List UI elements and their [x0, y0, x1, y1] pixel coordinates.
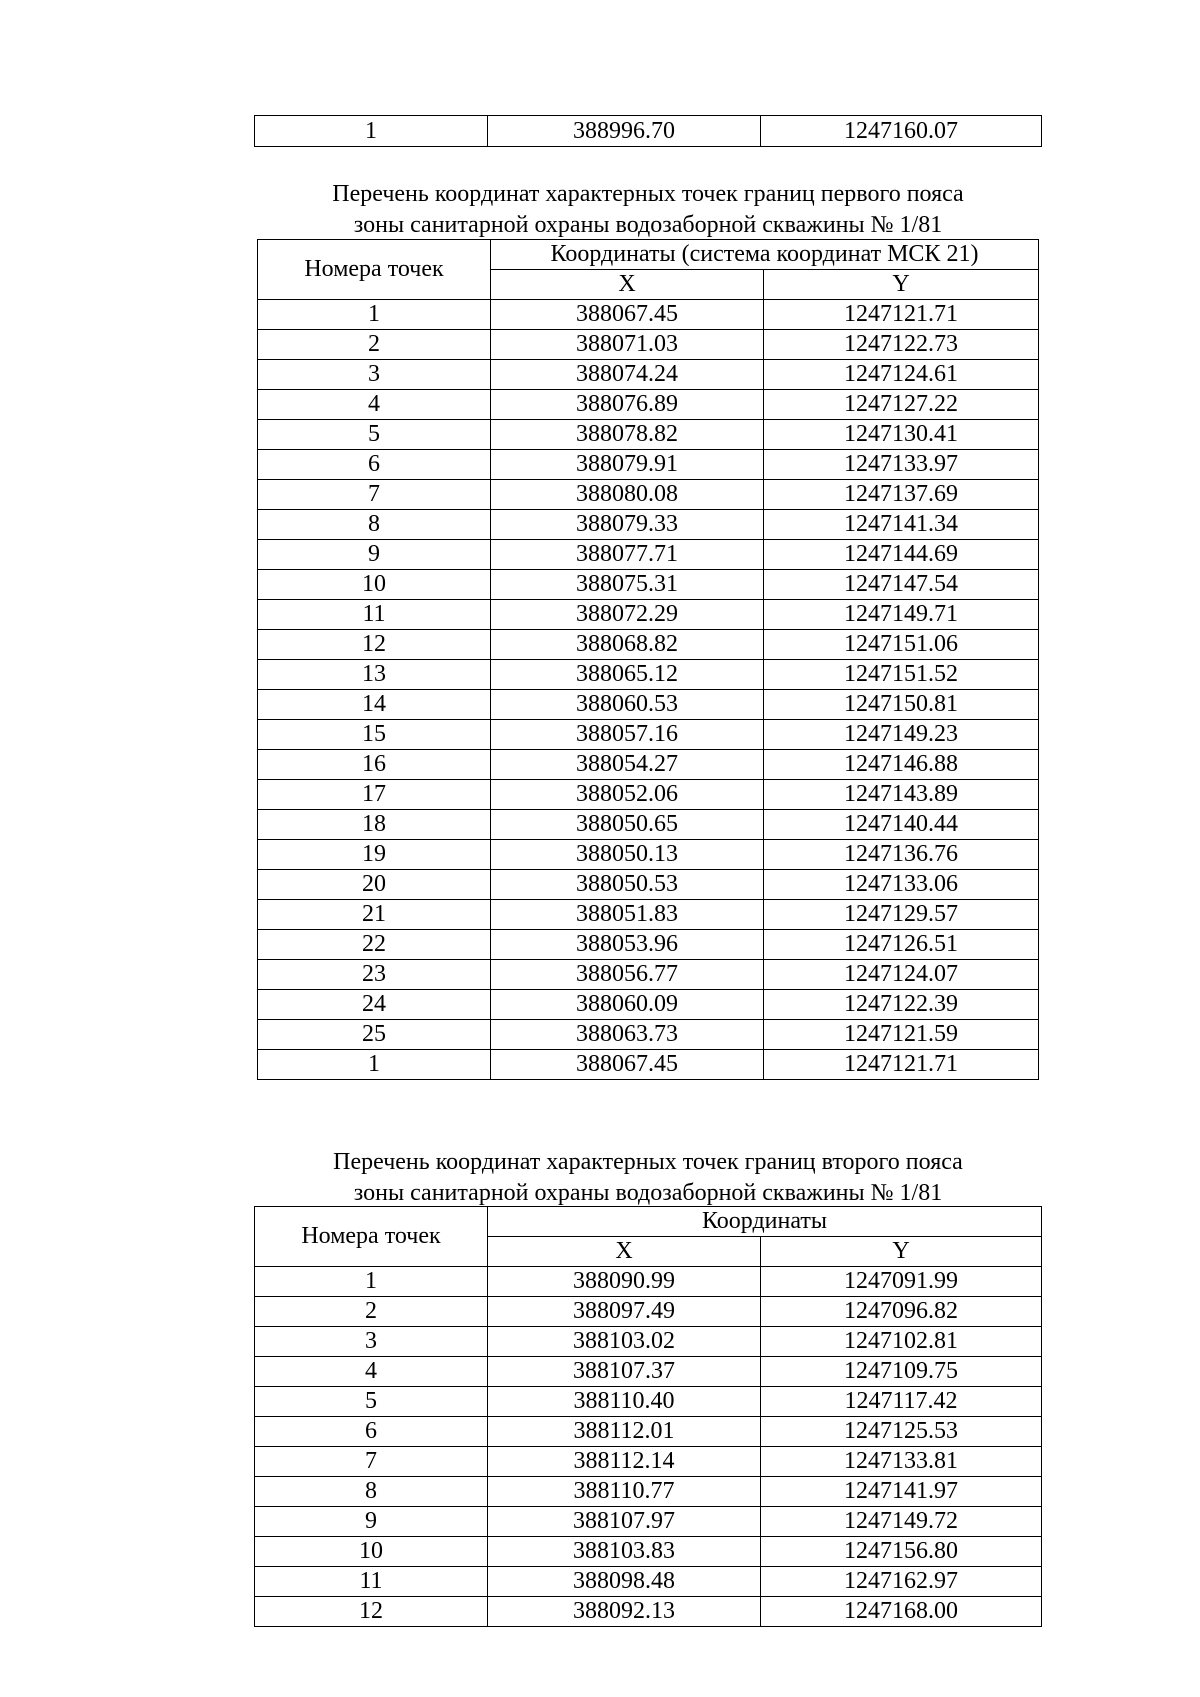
table-row	[258, 750, 1039, 780]
y-coordinate-cell: 1247141.97	[761, 1477, 1042, 1507]
table-row	[258, 690, 1039, 720]
table-row	[258, 630, 1039, 660]
point-number-cell: 22	[258, 930, 491, 960]
x-coordinate-cell: 388052.06	[491, 780, 764, 810]
points-column-header: Номера точек	[258, 240, 491, 300]
table-body	[258, 300, 1039, 1080]
y-coordinate-cell: 1247149.71	[764, 600, 1039, 630]
point-number-cell: 3	[258, 360, 491, 390]
point-number-cell: 2	[255, 1297, 488, 1327]
header-row	[255, 1207, 1042, 1237]
coordinates-column-header: Координаты (система координат МСК 21)	[491, 240, 1039, 270]
y-coordinate-cell: 1247126.51	[764, 930, 1039, 960]
coordinates-column-header: Координаты	[488, 1207, 1042, 1237]
point-number-cell: 4	[255, 1357, 488, 1387]
x-coordinate-cell: 388076.89	[491, 390, 764, 420]
table-row	[258, 510, 1039, 540]
x-column-header: X	[488, 1237, 761, 1267]
table-row	[258, 600, 1039, 630]
table-row	[255, 1597, 1042, 1627]
x-column-header: X	[491, 270, 764, 300]
x-coordinate-cell: 388068.82	[491, 630, 764, 660]
point-number-cell: 13	[258, 660, 491, 690]
point-number-cell: 25	[258, 1020, 491, 1050]
y-coordinate-cell: 1247133.81	[761, 1447, 1042, 1477]
table-row	[258, 390, 1039, 420]
point-number-cell: 8	[255, 1477, 488, 1507]
y-coordinate-cell: 1247151.06	[764, 630, 1039, 660]
x-coordinate-cell: 388090.99	[488, 1267, 761, 1297]
point-number-cell: 1	[255, 1267, 488, 1297]
table-body	[255, 1267, 1042, 1627]
x-coordinate-cell: 388067.45	[491, 300, 764, 330]
point-number-cell: 9	[258, 540, 491, 570]
point-number-cell: 17	[258, 780, 491, 810]
y-coordinate-cell: 1247102.81	[761, 1327, 1042, 1357]
y-coordinate-cell: 1247091.99	[761, 1267, 1042, 1297]
table-row	[258, 540, 1039, 570]
y-coordinate-cell: 1247147.54	[764, 570, 1039, 600]
point-number-cell: 20	[258, 870, 491, 900]
table-row	[258, 450, 1039, 480]
x-coordinate-cell: 388107.97	[488, 1507, 761, 1537]
x-coordinate-cell: 388072.29	[491, 600, 764, 630]
table-row	[258, 300, 1039, 330]
table-row	[255, 1357, 1042, 1387]
x-coordinate-cell: 388103.02	[488, 1327, 761, 1357]
x-coordinate-cell: 388063.73	[491, 1020, 764, 1050]
y-coordinate-cell: 1247149.72	[761, 1507, 1042, 1537]
y-coordinate-cell: 1247160.07	[761, 116, 1042, 147]
y-coordinate-cell: 1247117.42	[761, 1387, 1042, 1417]
point-number-cell: 1	[258, 300, 491, 330]
x-coordinate-cell: 388050.13	[491, 840, 764, 870]
y-coordinate-cell: 1247124.07	[764, 960, 1039, 990]
point-number-cell: 6	[255, 1417, 488, 1447]
table-row	[258, 360, 1039, 390]
x-coordinate-cell: 388103.83	[488, 1537, 761, 1567]
caption-line: Перечень координат характерных точек границ первого пояса	[332, 181, 964, 207]
y-coordinate-cell: 1247140.44	[764, 810, 1039, 840]
table-row	[258, 330, 1039, 360]
table-row	[255, 1567, 1042, 1597]
point-number-cell: 2	[258, 330, 491, 360]
x-coordinate-cell: 388056.77	[491, 960, 764, 990]
caption-line: зоны санитарной охраны водозаборной скважины № 1/81	[353, 1180, 943, 1206]
point-number-cell: 3	[255, 1327, 488, 1357]
point-number-cell: 11	[255, 1567, 488, 1597]
point-number-cell: 6	[258, 450, 491, 480]
point-number-cell: 23	[258, 960, 491, 990]
point-number-cell: 5	[255, 1387, 488, 1417]
table-row	[258, 840, 1039, 870]
table-row	[255, 1417, 1042, 1447]
caption-line: зоны санитарной охраны водозаборной скважины № 1/81	[353, 212, 943, 238]
table-row	[258, 480, 1039, 510]
y-coordinate-cell: 1247146.88	[764, 750, 1039, 780]
table2-caption	[0, 1147, 1200, 1209]
y-coordinate-cell: 1247130.41	[764, 420, 1039, 450]
y-coordinate-cell: 1247121.59	[764, 1020, 1039, 1050]
y-coordinate-cell: 1247150.81	[764, 690, 1039, 720]
y-coordinate-cell: 1247133.97	[764, 450, 1039, 480]
table-row	[258, 990, 1039, 1020]
point-number-cell: 7	[255, 1447, 488, 1477]
y-coordinate-cell: 1247122.39	[764, 990, 1039, 1020]
x-coordinate-cell: 388075.31	[491, 570, 764, 600]
y-column-header: Y	[761, 1237, 1042, 1267]
table-row	[258, 900, 1039, 930]
caption-line: Перечень координат характерных точек границ второго пояса	[333, 1149, 963, 1175]
point-number-cell: 19	[258, 840, 491, 870]
table-row	[258, 1020, 1039, 1050]
table-row	[258, 1050, 1039, 1080]
point-number-cell: 10	[255, 1537, 488, 1567]
x-coordinate-cell: 388079.91	[491, 450, 764, 480]
x-coordinate-cell: 388057.16	[491, 720, 764, 750]
table-row	[255, 1507, 1042, 1537]
point-number-cell: 7	[258, 480, 491, 510]
y-coordinate-cell: 1247133.06	[764, 870, 1039, 900]
y-coordinate-cell: 1247156.80	[761, 1537, 1042, 1567]
x-coordinate-cell: 388050.65	[491, 810, 764, 840]
point-number-cell: 1	[258, 1050, 491, 1080]
y-coordinate-cell: 1247125.53	[761, 1417, 1042, 1447]
x-coordinate-cell: 388071.03	[491, 330, 764, 360]
y-coordinate-cell: 1247168.00	[761, 1597, 1042, 1627]
y-coordinate-cell: 1247144.69	[764, 540, 1039, 570]
table-row	[255, 1477, 1042, 1507]
table1-caption	[0, 179, 1200, 241]
x-coordinate-cell: 388098.48	[488, 1567, 761, 1597]
x-coordinate-cell: 388050.53	[491, 870, 764, 900]
x-coordinate-cell: 388060.09	[491, 990, 764, 1020]
y-coordinate-cell: 1247151.52	[764, 660, 1039, 690]
point-number-cell: 8	[258, 510, 491, 540]
second-belt-coordinates-table	[254, 1206, 1042, 1627]
table-row	[258, 870, 1039, 900]
point-number-cell: 24	[258, 990, 491, 1020]
first-belt-coordinates-table	[257, 239, 1039, 1080]
y-coordinate-cell: 1247124.61	[764, 360, 1039, 390]
y-coordinate-cell: 1247143.89	[764, 780, 1039, 810]
y-coordinate-cell: 1247121.71	[764, 300, 1039, 330]
y-column-header: Y	[764, 270, 1039, 300]
y-coordinate-cell: 1247149.23	[764, 720, 1039, 750]
y-coordinate-cell: 1247122.73	[764, 330, 1039, 360]
table-row	[258, 570, 1039, 600]
points-column-header: Номера точек	[255, 1207, 488, 1267]
point-number-cell: 16	[258, 750, 491, 780]
x-coordinate-cell: 388067.45	[491, 1050, 764, 1080]
x-coordinate-cell: 388077.71	[491, 540, 764, 570]
table-row	[258, 420, 1039, 450]
header-row	[258, 240, 1039, 270]
table-row	[258, 720, 1039, 750]
x-coordinate-cell: 388112.01	[488, 1417, 761, 1447]
x-coordinate-cell: 388092.13	[488, 1597, 761, 1627]
y-coordinate-cell: 1247121.71	[764, 1050, 1039, 1080]
x-coordinate-cell: 388110.40	[488, 1387, 761, 1417]
point-number-cell: 10	[258, 570, 491, 600]
point-number-cell: 5	[258, 420, 491, 450]
x-coordinate-cell: 388053.96	[491, 930, 764, 960]
x-coordinate-cell: 388065.12	[491, 660, 764, 690]
x-coordinate-cell: 388054.27	[491, 750, 764, 780]
table-row	[258, 810, 1039, 840]
y-coordinate-cell: 1247136.76	[764, 840, 1039, 870]
table-row	[258, 960, 1039, 990]
x-coordinate-cell: 388110.77	[488, 1477, 761, 1507]
x-coordinate-cell: 388080.08	[491, 480, 764, 510]
table-row	[258, 930, 1039, 960]
point-number-cell: 11	[258, 600, 491, 630]
point-number-cell: 12	[258, 630, 491, 660]
table-row	[258, 660, 1039, 690]
point-number-cell: 18	[258, 810, 491, 840]
x-coordinate-cell: 388107.37	[488, 1357, 761, 1387]
table-row	[255, 1537, 1042, 1567]
point-number-cell: 9	[255, 1507, 488, 1537]
y-coordinate-cell: 1247162.97	[761, 1567, 1042, 1597]
x-coordinate-cell: 388112.14	[488, 1447, 761, 1477]
y-coordinate-cell: 1247096.82	[761, 1297, 1042, 1327]
y-coordinate-cell: 1247127.22	[764, 390, 1039, 420]
point-number-cell: 15	[258, 720, 491, 750]
continued-table	[254, 115, 1042, 147]
point-number-cell: 14	[258, 690, 491, 720]
point-number-cell: 1	[255, 116, 488, 147]
y-coordinate-cell: 1247109.75	[761, 1357, 1042, 1387]
x-coordinate-cell: 388060.53	[491, 690, 764, 720]
x-coordinate-cell: 388097.49	[488, 1297, 761, 1327]
table-row	[258, 780, 1039, 810]
x-coordinate-cell: 388051.83	[491, 900, 764, 930]
point-number-cell: 12	[255, 1597, 488, 1627]
table-row	[255, 1327, 1042, 1357]
table-row	[255, 1267, 1042, 1297]
x-coordinate-cell: 388996.70	[488, 116, 761, 147]
table-row	[255, 116, 1042, 147]
y-coordinate-cell: 1247137.69	[764, 480, 1039, 510]
table-row	[255, 1297, 1042, 1327]
x-coordinate-cell: 388079.33	[491, 510, 764, 540]
y-coordinate-cell: 1247129.57	[764, 900, 1039, 930]
point-number-cell: 21	[258, 900, 491, 930]
table-row	[255, 1387, 1042, 1417]
table-row	[255, 1447, 1042, 1477]
y-coordinate-cell: 1247141.34	[764, 510, 1039, 540]
x-coordinate-cell: 388074.24	[491, 360, 764, 390]
point-number-cell: 4	[258, 390, 491, 420]
x-coordinate-cell: 388078.82	[491, 420, 764, 450]
